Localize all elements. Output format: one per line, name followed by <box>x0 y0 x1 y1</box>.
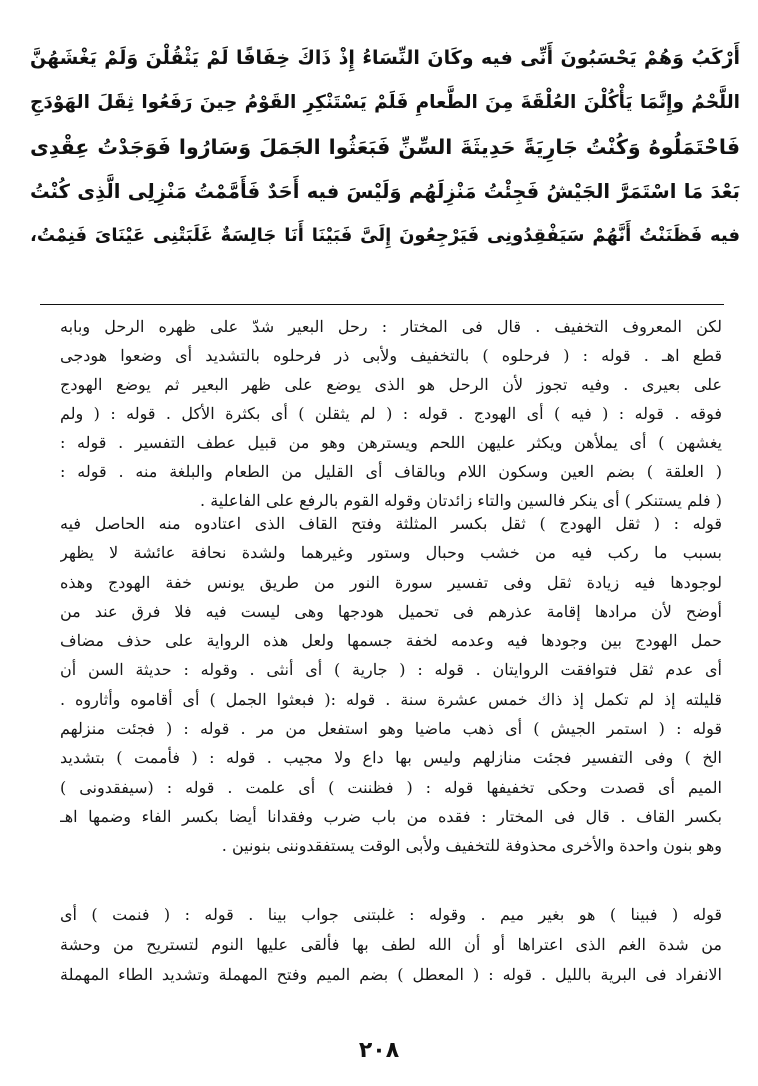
commentary-line: ( فلم يستنكر ) أى ينكر فالسين والتاء زائدتان وقوله القوم بالرفع على الفاعلية . <box>200 491 722 510</box>
hadith-text-block <box>30 36 740 259</box>
commentary-line: الخ ) وفى التفسير فجئت منازلهم وليس بها داع ولا مجيب . قوله : ( فأممت ) بتشديد <box>60 748 722 768</box>
commentary-line: قوله : ( استمر الجيش ) أى ذهب ماضيا وهو استفعل من مر . قوله : ( فجئت منزلهم <box>60 719 722 739</box>
commentary-line: بسبب ما ركب فيه من خشب وحبال وستور وغيرهما ولشدة نحافة عائشة لا يظهر <box>60 543 722 563</box>
page-number: ٢٠٨ <box>358 1038 400 1063</box>
hadith-line: فَاحْتَمَلُوهُ وَكُنْتُ جَارِيَةً حَدِيثَةَ السِّنِّ فَبَعَثُوا الجَمَلَ وَسَارُوا فَوَجَدْتُ عِقْدِى <box>30 135 740 159</box>
commentary-paragraph <box>60 900 722 990</box>
commentary-line: قوله ( فبينا ) هو بغير ميم . وقوله : غلبتنى جواب بينا . قوله : ( فنمت ) أى <box>60 905 722 924</box>
commentary-line: قطع اهـ . قوله : ( فرحلوه ) بالتخفيف ولأبى ذر فرحلوه بالتشديد أى وضعوا هودجى <box>60 346 722 365</box>
commentary-line: أى عدم ثقل فتوافقت الروايتان . قوله : ( جارية ) أى أنثى . وقوله : حديثة السن أن <box>60 660 722 680</box>
hadith-line: بَعْدَ مَا اسْتَمَرَّ الجَيْشُ فَجِئْتُ مَنْزِلَهُم وَلَيْسَ فيه أَحَدٌ فَأَمَّمْتُ مَنْزِلِى الَّذِى كُنْتُ <box>30 179 740 203</box>
commentary-line: حمل الهودج بين وجودها فيه وعدمه لخفة جسمها ولعل هذه الرواية على حذف مضاف <box>60 631 722 651</box>
commentary-line: بكسر القاف . قال فى المختار : فقده من باب ضرب وفقدانا أيضا بكسر الفاء وضمها اهـ <box>60 806 722 826</box>
commentary-line: وهو بنون واحدة والأخرى محذوفة للتخفيف ولأبى الوقت يستفقدوننى بنونين . <box>221 836 722 856</box>
commentary-paragraph <box>60 509 722 861</box>
commentary-line: من شدة الغم الذى اعتراها أو أن الله لطف بها فألقى عليها النوم لتستريح من وحشة <box>60 935 722 954</box>
hadith-line: اللَّحْمُ وإِنَّمَا يَأْكُلْنَ العُلْقَةَ مِنَ الطَّعامِ فَلَمْ يَسْتَنْكِرِ القَوْمُ حِينَ رَفَعُوا ثِقَلَ الهَوْدَجِ <box>30 91 740 113</box>
separator-rule <box>40 304 724 305</box>
commentary-line: أوضح لأن مرادها إقامة عذرهم فى تحميل هودجها وهى ليست فيه فلا فرق عند من <box>60 601 722 621</box>
hadith-line: فيه فَظَنَنْتُ أَنَّهُمْ سَيَفْقِدُونِى فَيَرْجِعُونَ إِلَىَّ فَبَيْنَا أَنَا جَالِسَةٌ غَلَبَتْنِى عَيْنَاىَ فَنِمْتُ، <box>30 225 740 246</box>
commentary-line: لكن المعروف التخفيف . قال فى المختار : رحل البعير شدّ على ظهره الرحل وبابه <box>60 317 722 336</box>
commentary-line: قليلته إذ لم تكمل إذ ذاك خمس عشرة سنة . قوله :( فبعثوا الجمل ) أى أقاموه وأثاروه . <box>60 689 722 709</box>
commentary-line: قوله : ( ثقل الهودج ) ثقل بكسر المثلثة وفتح القاف الذى اعتادوه منه الحاصل فيه <box>60 514 722 533</box>
commentary-paragraph <box>60 312 722 515</box>
commentary-line: ( العلقة ) بضم العين وسكون اللام وبالقاف أى القليل من الطعام والبلغة منه . قوله : <box>60 462 722 481</box>
hadith-line: أَرْكَبُ وَهُمْ يَحْسَبُونَ أَنِّى فيه وكَانَ النِّسَاءُ إِذْ ذَاكَ خِفَافًا لَمْ يَثْقُلْنَ وَلَمْ يَغْشَهُنَّ <box>30 47 740 69</box>
commentary-line: لوجودها فيه زيادة ثقل وفى تفسير سورة النور من طريق يونس خفة الهودج وهذه <box>60 572 722 592</box>
commentary-line: يغشهن ) أى يملأهن ويكثر عليهن اللحم ويسترهن وهو من قبيل عطف التفسير . قوله : <box>60 433 722 452</box>
commentary-line: الميم أى قصدت وحكى تخفيفها قوله : ( فظننت ) أى علمت . قوله : (سيفقدونى ) <box>60 777 722 797</box>
commentary-line: على بعيرى . وفيه تجوز لأن الرحل هو الذى يوضع على ظهر البعير ثم يوضع الهودج <box>60 375 722 394</box>
commentary-line: الانفراد فى البرية بالليل . قوله : ( المعطل ) بضم الميم وفتح المهملة وتشديد الطاء المهملة <box>60 965 722 984</box>
commentary-line: فوقه . قوله : ( فيه ) أى الهودج . قوله : ( لم يثقلن ) أى بكثرة الأكل . قوله : ( ولم <box>60 404 722 423</box>
